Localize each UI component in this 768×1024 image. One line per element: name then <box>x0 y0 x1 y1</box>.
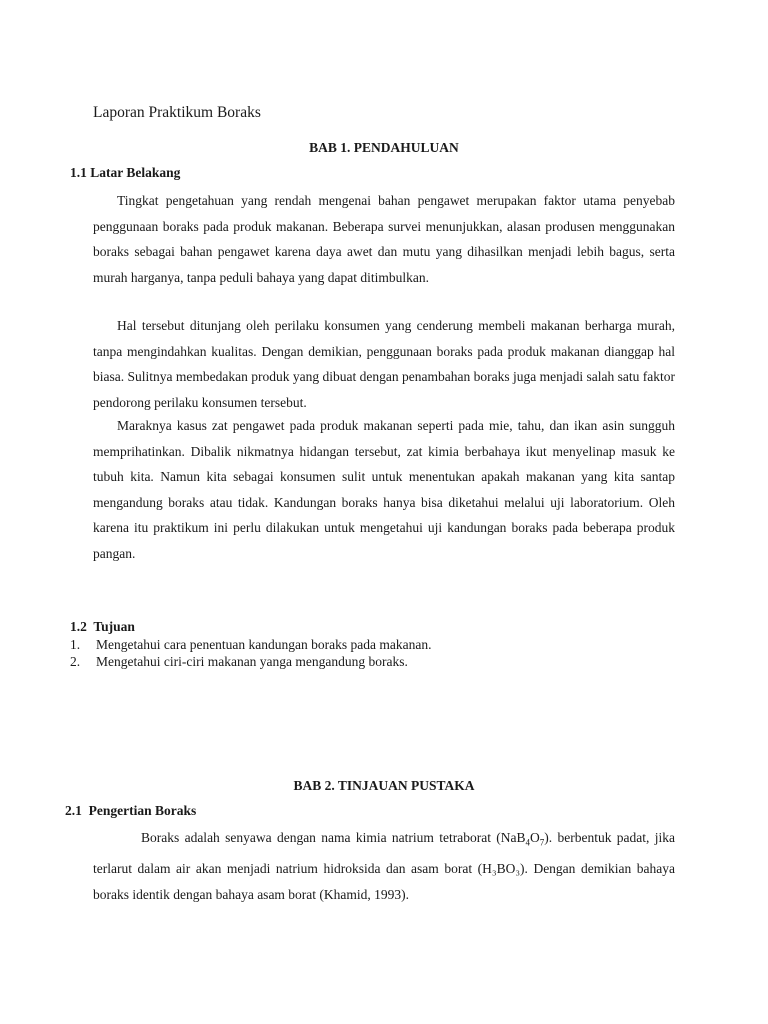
definition-text-part2: O <box>530 830 540 845</box>
list-item-text: Mengetahui cara penentuan kandungan boraks pada makanan. <box>96 637 432 652</box>
subscript-7: 7 <box>539 837 545 848</box>
list-item <box>70 653 432 670</box>
paragraph-2: Hal tersebut ditunjang oleh perilaku konsumen yang cenderung membeli makanan berharga murah, tanpa mengindahkan kualitas. Dengan demikian, penggunaan boraks pada produk makanan dianggap hal biasa. Sulitnya membedakan produk yang dibuat dengan penambahan boraks juga menjadi salah satu faktor pendorong perilaku konsumen tersebut. <box>93 318 675 410</box>
section-2-1-heading: 2.1 Pengertian Boraks <box>65 803 197 818</box>
paragraph-1: Tingkat pengetahuan yang rendah mengenai bahan pengawet merupakan faktor utama penyebab penggunaan boraks pada produk makanan. Beberapa survei menunjukkan, alasan produsen menggunakan boraks sebagai bahan pengawet karena daya awet dan mutu yang dihasilkan menjadi lebih bagus, serta murah harganya, tanpa peduli bahaya yang dapat ditimbulkan. <box>93 193 675 285</box>
list-item-text: Mengetahui ciri-ciri makanan yanga mengandung boraks. <box>96 654 408 669</box>
section-1-1-heading: 1.1 Latar Belakang <box>70 165 181 180</box>
list-item <box>70 636 432 653</box>
subscript-4: 4 <box>525 837 531 848</box>
chapter-1-heading: BAB 1. PENDAHULUAN <box>309 140 459 155</box>
chapter-2-heading: BAB 2. TINJAUAN PUSTAKA <box>293 778 475 793</box>
list-item-number: 1. <box>70 637 81 652</box>
paragraph-3: Maraknya kasus zat pengawet pada produk makanan seperti pada mie, tahu, dan ikan asin sungguh memprihatinkan. Dibalik nikmatnya hidangan tersebut, zat kimia berbahaya ikut menyelinap masuk ke tubuh kita. Namun kita sebagai konsumen sulit untuk menentukan apakah makanan yang kita santap mengandung boraks atau tidak. Kandungan boraks hanya bisa diketahui melalui uji laboratorium. Oleh karena itu praktikum ini perlu dilakukan untuk mengetahui uji kandungan boraks pada beberapa produk pangan. <box>93 418 675 561</box>
objectives-list <box>70 636 432 670</box>
definition-text-part1: Boraks adalah senyawa dengan nama kimia natrium tetraborat (NaB <box>141 830 526 845</box>
section-1-2-heading: 1.2 Tujuan <box>70 619 135 634</box>
paragraph-boraks-definition <box>93 825 675 907</box>
document-title: Laporan Praktikum Boraks <box>93 104 261 121</box>
definition-text-part3: ). berbentuk padat, jika terlarut dalam air akan menjadi natrium hidroksida dan asam borat (H₃BO₃). Dengan demikian bahaya boraks identik dengan bahaya asam borat (Khamid, 1993). <box>93 830 675 902</box>
list-item-number: 2. <box>70 654 81 669</box>
